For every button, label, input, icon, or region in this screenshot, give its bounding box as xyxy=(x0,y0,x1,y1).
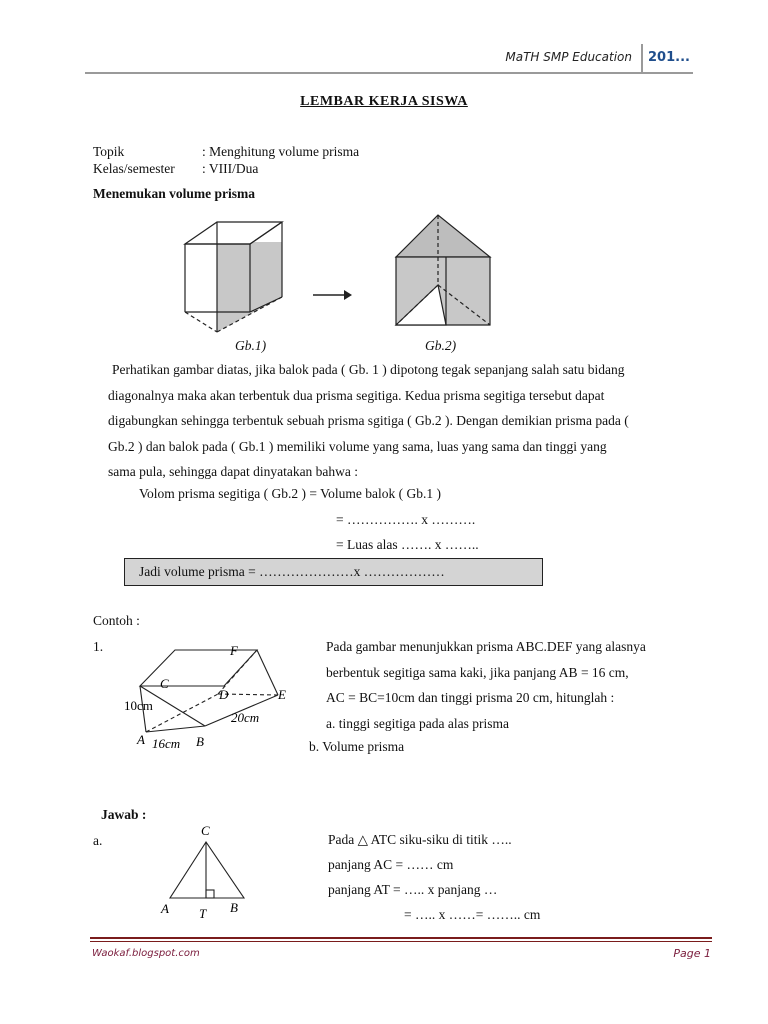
triangular-prism-figure xyxy=(396,215,490,325)
answer-triangle-figure xyxy=(150,820,260,925)
answer-label-c: C xyxy=(201,823,210,838)
example-text-line: Pada gambar menunjukkan prisma ABC.DEF yang alasnya xyxy=(326,639,646,654)
paragraph-line: Perhatikan gambar diatas, jika balok pada ( Gb. 1 ) dipotong tegak sepanjang salah satu bidang xyxy=(112,362,625,377)
answer-label-b: B xyxy=(230,900,238,915)
equation-line-2: = ……………. x ………. xyxy=(336,512,476,527)
meta-value-class: : VIII/Dua xyxy=(202,161,259,176)
example-label-f: F xyxy=(230,643,238,658)
example-label-c: C xyxy=(160,676,169,691)
page-title: LEMBAR KERJA SISWA xyxy=(300,94,468,109)
answer-label-t: T xyxy=(199,906,207,921)
meta-label-topic: Topik xyxy=(93,144,125,159)
example-label-d: D xyxy=(219,687,229,702)
paragraph-line: diagonalnya maka akan terbentuk dua prisma segitiga. Kedua prisma segitiga tersebut dapat xyxy=(108,387,605,403)
example-item-b: b. Volume prisma xyxy=(309,739,405,754)
meta-label-class: Kelas/semester xyxy=(93,161,175,176)
example-text-line: a. tinggi segitiga pada alas prisma xyxy=(326,715,509,731)
footer-page-number: Page 1 xyxy=(673,947,711,960)
prism-figures xyxy=(0,0,768,360)
example-label-e: E xyxy=(278,687,286,702)
paragraph-line: sama pula, sehingga dapat dinyatakan bahwa : xyxy=(108,464,359,479)
answer-line-1: Pada △ ATC siku-siku di titik ….. xyxy=(328,832,512,847)
example-number: 1. xyxy=(93,639,104,654)
example-text-line: AC = BC=10cm dan tinggi prisma 20 cm, hitunglah : xyxy=(326,690,615,705)
header-year: 201... xyxy=(648,50,690,65)
example-label-a: A xyxy=(137,732,145,747)
paragraph-line: Gb.2 ) dan balok pada ( Gb.1 ) memiliki volume yang sama, luas yang sama dan tinggi yang xyxy=(108,438,607,454)
meta-value-topic: : Menghitung volume prisma xyxy=(202,144,360,159)
answer-part: a. xyxy=(93,833,103,848)
answer-line-4: = ….. x ……= …….. cm xyxy=(404,907,541,922)
answer-line-3: panjang AT = ….. x panjang … xyxy=(328,882,498,897)
answer-heading: Jawab : xyxy=(101,807,147,822)
arrow-icon xyxy=(313,290,352,300)
equation-line-3: = Luas alas ……. x …….. xyxy=(336,537,479,552)
example-prism-figure xyxy=(100,640,310,755)
example-heading: Contoh : xyxy=(93,613,140,628)
answer-label-a: A xyxy=(161,901,169,916)
footer-rule-thin xyxy=(90,941,712,942)
figure-label-gb2: Gb.2) xyxy=(425,338,457,353)
conclusion-box xyxy=(124,558,543,586)
example-label-be: 20cm xyxy=(231,710,260,725)
example-text-line: berbentuk segitiga sama kaki, jika panjang AB = 16 cm, xyxy=(326,664,629,680)
footer-site: Waokaf.blogspot.com xyxy=(92,948,200,959)
paragraph-line: digabungkan sehingga terbentuk sebuah prisma sgitiga ( Gb.2 ). Dengan demikian prisma pada ( xyxy=(108,413,629,428)
example-label-ac: 10cm xyxy=(124,698,153,713)
explanation-paragraph xyxy=(108,357,712,485)
example-label-ab: 16cm xyxy=(152,736,181,751)
example-label-b: B xyxy=(196,734,204,749)
example-text xyxy=(326,634,712,736)
answer-line-2: panjang AC = …… cm xyxy=(328,857,454,872)
conclusion-text: Jadi volume prisma = …………………x ……………… xyxy=(139,564,445,579)
figure-label-gb1: Gb.1) xyxy=(235,338,267,353)
section-heading: Menemukan volume prisma xyxy=(93,186,255,201)
footer-rule xyxy=(90,937,712,939)
header-brand: MaTH SMP Education xyxy=(505,50,632,64)
cuboid-figure xyxy=(185,222,282,332)
equation-line-1: Volom prisma segitiga ( Gb.2 ) = Volume balok ( Gb.1 ) xyxy=(139,486,441,501)
